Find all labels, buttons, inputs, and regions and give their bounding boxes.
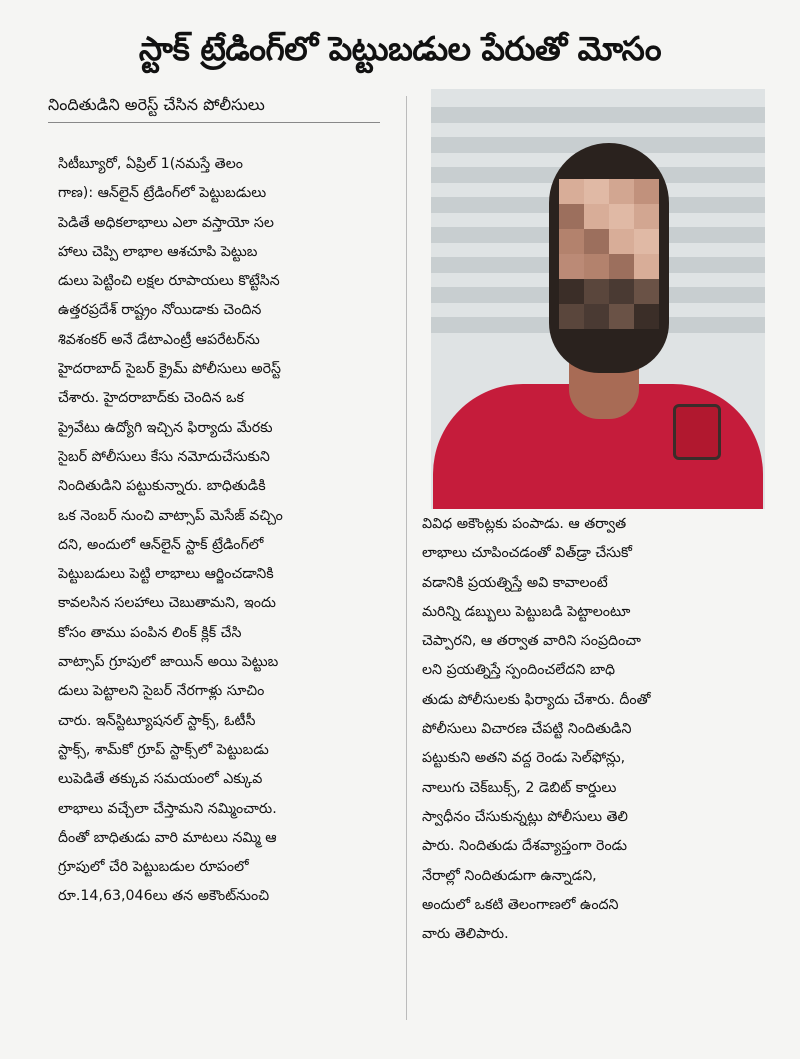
article-text-line: లాభాలు వచ్చేలా చేస్తామని నమ్మించారు. [58,800,277,817]
accused-photo [431,89,765,509]
article-text-line: దని, అందులో ఆన్‌లైన్‌ స్టాక్‌ ట్రేడింగ్‌లో [58,536,264,553]
article-text-line: హాలు చెప్పి లాభాల ఆశచూపి పెట్టుబ [58,243,258,260]
mosaic-pixel [634,229,659,254]
article-text-line: చేశారు. హైదరాబాద్‌కు చెందిన ఒక [58,390,244,407]
mosaic-pixel [609,254,634,279]
article-text-line: నేరాల్లో నిందితుడుగా ఉన్నాడని, [422,867,597,884]
mosaic-pixel [634,204,659,229]
article-subheadline: నిందితుడిని అరెస్ట్‌ చేసిన పోలీసులు [48,88,380,123]
article-text-line: లాభాలు చూపించడంతో విత్‌డ్రా చేసుకో [422,545,632,562]
article-text-line: గ్రూపులో చేరి పెట్టుబడుల రూపంలో [58,859,249,876]
mosaic-pixel [559,229,584,254]
mosaic-pixel [609,304,634,329]
article-text-line: పోలీసులు విచారణ చేపట్టి నిందితుడిని [422,721,632,738]
mosaic-pixel [559,254,584,279]
article-text-line: డులు పెట్టించి లక్షల రూపాయలు కొట్టేసిన [58,273,280,290]
mosaic-pixel [584,204,609,229]
article-text-line: ఉత్తరప్రదేశ్‌ రాష్ట్రం నోయిడాకు చెందిన [58,302,262,319]
article-text-line: వివిధ అకౌంట్లకు పంపాడు. ఆ తర్వాత [422,516,627,532]
article-text-line: పట్టుకుని అతని వద్ద రెండు సెల్‌ఫోన్లు, [422,750,626,767]
article-text-line: హైదరాబాద్‌ సైబర్‌ క్రైమ్‌ పోలీసులు అరెస్ట్‌ [58,361,282,378]
article-text-line: రూ.14,63,046లు తన అకౌంట్‌నుంచి [58,888,270,905]
mosaic-pixel [634,254,659,279]
article-text-line: కోసం తాము పంపిన లింక్‌ క్లిక్‌ చేసి [58,624,242,641]
mosaic-pixel [584,179,609,204]
mosaic-pixel [609,279,634,304]
mosaic-pixel [634,279,659,304]
pixelated-face [559,179,659,329]
article-body-right-column [422,510,758,949]
article-headline: స్టాక్‌ ట్రేడింగ్‌లో పెట్టుబడుల పేరుతో మోసం [138,29,662,68]
column-divider [406,96,407,1020]
mosaic-pixel [584,279,609,304]
mosaic-pixel [609,204,634,229]
mosaic-pixel [609,179,634,204]
article-text-line: సైబర్‌ పోలీసులు కేసు నమోదుచేసుకుని [58,448,270,465]
mosaic-pixel [584,229,609,254]
article-text-line: నాలుగు చెక్‌బుక్స్‌, 2 డెబిట్‌ కార్డులు [422,779,617,796]
mosaic-pixel [559,204,584,229]
article-text-line: చారు. ఇన్‌స్టిట్యూషనల్‌ స్టాక్స్‌, ఓటీసీ [58,712,256,729]
shirt-logo-icon [673,404,721,460]
article-text-line: తుడు పోలీసులకు ఫిర్యాదు చేశారు. దీంతో [422,691,651,708]
article-text-line: స్వాధీనం చేసుకున్నట్లు పోలీసులు తెలి [422,808,628,825]
article-text-line: అందులో ఒకటి తెలంగాణలో ఉందని [422,896,619,913]
mosaic-pixel [559,279,584,304]
article-text-line: నిందితుడిని పట్టుకున్నారు. బాధితుడికి [58,478,266,495]
article-text-line: స్టాక్స్‌, శామ్‌కో గ్రూప్‌ స్టాక్స్‌లో పెట్టుబడు [58,741,269,758]
blind-slat [431,107,765,123]
article-text-line: వాట్సాప్‌ గ్రూపులో జాయిన్‌ అయి పెట్టుబ [58,654,279,671]
article-text-line: డులు పెట్టాలని సైబర్‌ నేరగాళ్లు సూచిం [58,683,265,700]
article-text-line: ప్రైవేటు ఉద్యోగి ఇచ్చిన ఫిర్యాదు మేరకు [58,419,273,436]
mosaic-pixel [584,304,609,329]
article-text-line: వడానికి ప్రయత్నిస్తే అవి కావాలంటే [422,574,608,591]
article-text-line: దీంతో బాధితుడు వారి మాటలు నమ్మి ఆ [58,829,277,846]
article-text-line: పెడితే అధికలాభాలు ఎలా వస్తాయో సల [58,214,274,231]
article-text-line: లని ప్రయత్నిస్తే స్పందించలేదని బాధి [422,662,616,679]
article-text-line: శివశంకర్‌ అనే డేటాఎంట్రీ ఆపరేటర్‌ను [58,331,260,348]
article-text-line: కావలసిన సలహాలు చెబుతామని, ఇందు [58,595,276,612]
article-text-line: వారు తెలిపారు. [422,926,509,943]
article-text-line: లుపెడితే తక్కువ సమయంలో ఎక్కువ [58,771,263,788]
article-text-line: ఒక నెంబర్‌ నుంచి వాట్సాప్‌ మెసేజ్‌ వచ్చిం [58,507,283,524]
article-text-line: చెప్పారని, ఆ తర్వాత వారిని సంప్రదించా [422,633,641,650]
mosaic-pixel [584,254,609,279]
mosaic-pixel [559,179,584,204]
mosaic-pixel [609,229,634,254]
article-text-line: గాణ): ఆన్‌లైన్‌ ట్రేడింగ్‌లో పెట్టుబడులు [58,185,267,202]
article-body-left-column [58,150,390,912]
article-text-line: పెట్టుబడులు పెట్టి లాభాలు ఆర్జించడానికి [58,566,274,583]
article-text-line: మరిన్ని డబ్బులు పెట్టుబడి పెట్టాలంటూ [422,603,631,620]
mosaic-pixel [634,304,659,329]
article-text-line: సిటీబ్యూరో, ఏప్రిల్‌ 1(నమస్తే తెలం [58,156,243,172]
mosaic-pixel [634,179,659,204]
mosaic-pixel [559,304,584,329]
article-text-line: పారు. నిందితుడు దేశవ్యాప్తంగా రెండు [422,838,628,855]
